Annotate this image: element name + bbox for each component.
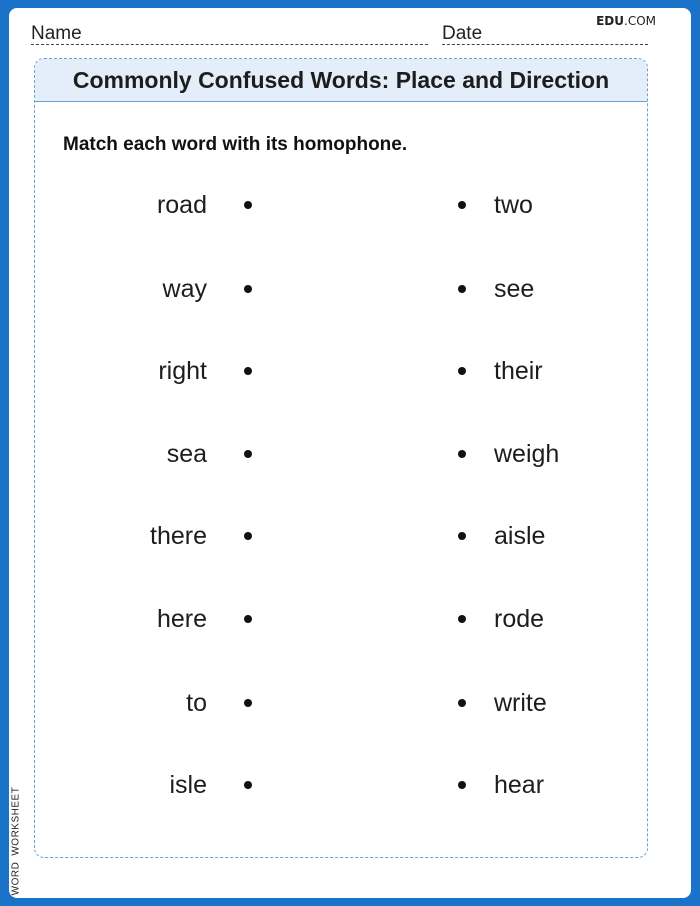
right-match-dot[interactable]: [458, 450, 466, 458]
instruction-text: Match each word with its homophone.: [63, 134, 408, 155]
left-match-dot[interactable]: [244, 615, 252, 623]
left-match-dot[interactable]: [244, 367, 252, 375]
side-label-worksheet: WORKSHEET: [10, 786, 22, 856]
left-match-dot[interactable]: [244, 201, 252, 209]
right-match-dot[interactable]: [458, 781, 466, 789]
left-match-dot[interactable]: [244, 285, 252, 293]
left-word: isle: [169, 771, 207, 799]
brand-suffix: .COM: [624, 14, 656, 28]
left-match-dot[interactable]: [244, 699, 252, 707]
right-match-dot[interactable]: [458, 699, 466, 707]
left-word: here: [156, 605, 207, 633]
side-label-word: WORD: [10, 861, 22, 896]
name-field[interactable]: [31, 24, 428, 45]
right-match-dot[interactable]: [458, 367, 466, 375]
left-word: sea: [166, 440, 207, 468]
right-match-dot[interactable]: [458, 285, 466, 293]
side-label: [11, 781, 22, 896]
date-field[interactable]: [442, 24, 648, 45]
name-label: Name: [31, 23, 82, 44]
date-label: Date: [442, 23, 483, 44]
left-match-dot[interactable]: [244, 781, 252, 789]
left-word: there: [150, 522, 207, 550]
right-word: hear: [494, 771, 545, 799]
left-word: way: [162, 275, 207, 303]
right-word: weigh: [494, 440, 560, 468]
left-match-dot[interactable]: [244, 450, 252, 458]
right-word: their: [494, 357, 543, 385]
left-word: road: [156, 191, 207, 219]
right-word: write: [494, 689, 547, 717]
brand-main: EDU: [596, 14, 624, 28]
right-match-dot[interactable]: [458, 532, 466, 540]
right-word: two: [494, 191, 533, 219]
worksheet-title: Commonly Confused Words: Place and Direction: [35, 59, 647, 102]
left-word: right: [158, 357, 207, 385]
right-word: aisle: [494, 522, 546, 550]
left-match-dot[interactable]: [244, 532, 252, 540]
right-word: see: [494, 275, 535, 303]
right-match-dot[interactable]: [458, 201, 466, 209]
right-match-dot[interactable]: [458, 615, 466, 623]
right-word: rode: [494, 605, 545, 633]
left-word: to: [186, 689, 207, 717]
